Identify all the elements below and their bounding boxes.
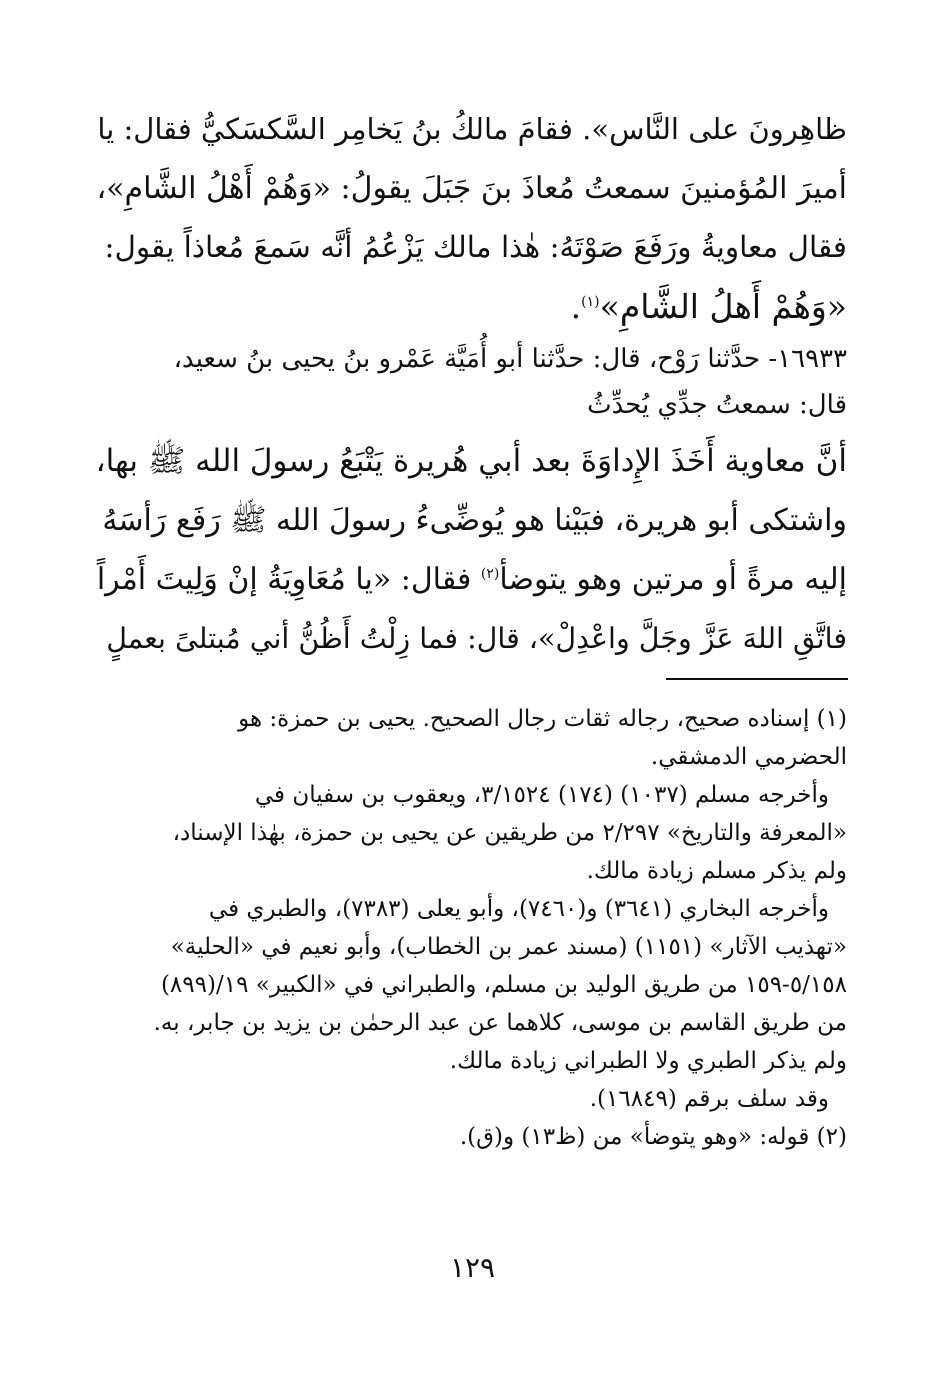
text-line: واشتكى أبو هريرة، فبَيْنا هو يُوضِّىءُ رسولَ الله ﷺ رَفَع رَأسَهُ xyxy=(102,503,847,538)
isnad-line: قال: سمعتُ جدِّي يُحدِّثُ xyxy=(587,390,847,420)
text-line: فقال معاويةُ ورَفَعَ صَوْتَهُ: هٰذا مالك يَزْعُمُ أنَّه سَمعَ مُعاذاً يقول: xyxy=(104,230,847,264)
text-line: فاتَّقِ اللهَ عَزَّ وجَلَّ واعْدِلْ»، قال: فما زِلْتُ أَظُنُّ أني مُبتلىً بعملٍ xyxy=(106,622,847,655)
footnote-ref[interactable]: (٢) xyxy=(480,566,500,582)
main-text-top xyxy=(95,100,847,336)
footnote-line: ولم يذكر مسلم زيادة مالك. xyxy=(586,858,847,884)
footnote-line: (١) إسناده صحيح، رجاله ثقات رجال الصحيح. يحيى بن حمزة: هو xyxy=(238,706,847,732)
text-line: أنَّ معاوية أَخَذَ الإِداوَةَ بعد أبي هُريرة يَتْبَعُ رسولَ الله ﷺ بها، xyxy=(95,443,847,479)
footnote-line: من طريق القاسم بن موسى، كلاهما عن عبد الرحمٰن بن يزيد بن جابر، به. xyxy=(153,1010,847,1036)
footnotes xyxy=(95,700,847,1156)
main-text-body xyxy=(95,432,847,668)
text-line-with-footnote xyxy=(95,550,847,609)
text-fragment: فقال: «يا مُعَاوِيَةُ إنْ وَلِيتَ أَمْراً xyxy=(96,562,472,597)
footnote-line: «المعرفة والتاريخ» ٢/٢٩٧ من طريقين عن يحيى بن حمزة، بهٰذا الإسناد، xyxy=(172,820,847,846)
footnote-ref[interactable]: (١) xyxy=(581,294,600,310)
page-number: ١٢٩ xyxy=(449,1251,496,1284)
footnote-line: وأخرجه البخاري (٣٦٤١) و(٧٤٦٠)، وأبو يعلى (٧٣٨٣)، والطبري في xyxy=(208,896,829,922)
footnote-line: ٥/١٥٨-١٥٩ من طريق الوليد بن مسلم، والطبراني في «الكبير» ١٩/(٨٩٩) xyxy=(160,972,847,998)
footnote-line: وأخرجه مسلم (١٠٣٧) (١٧٤) ٣/١٥٢٤، ويعقوب بن سفيان في xyxy=(254,782,829,808)
footnote-line: (٢) قوله: «وهو يتوضأ» من (ظ١٣) و(ق). xyxy=(459,1124,847,1150)
footnote-line: وقد سلف برقم (١٦٨٤٩). xyxy=(589,1086,829,1112)
footnote-separator xyxy=(666,678,848,680)
footnote-line: ولم يذكر الطبري ولا الطبراني زيادة مالك. xyxy=(449,1048,847,1074)
isnad-line: ١٦٩٣٣- حدَّثنا رَوْح، قال: حدَّثنا أبو أُمَيَّة عَمْرو بنُ يحيى بنُ سعيد، xyxy=(173,344,847,374)
text-fragment: إليه مرةً أو مرتين وهو يتوضأ xyxy=(499,562,847,597)
footnote-line: «تهذيب الآثار» (١١٥١) (مسند عمر بن الخطاب)، وأبو نعيم في «الحلية» xyxy=(170,934,847,960)
text-line: أميرَ المُؤمنينَ سمعتُ مُعاذَ بنَ جَبَلَ يقولُ: «وَهُمْ أَهْلُ الشَّامِ»، xyxy=(96,171,847,206)
text-line-with-footnote xyxy=(95,277,847,336)
end-punct: . xyxy=(570,287,582,326)
hadith-header xyxy=(95,336,847,428)
text-fragment: «وَهُمْ أَهلُ الشَّامِ» xyxy=(599,287,847,326)
footnote-line: الحضرمي الدمشقي. xyxy=(650,744,847,770)
text-line: ظاهِرونَ على النَّاس». فقامَ مالكُ بنُ يَخامِر السَّكسَكيُّ فقال: يا xyxy=(97,112,847,146)
